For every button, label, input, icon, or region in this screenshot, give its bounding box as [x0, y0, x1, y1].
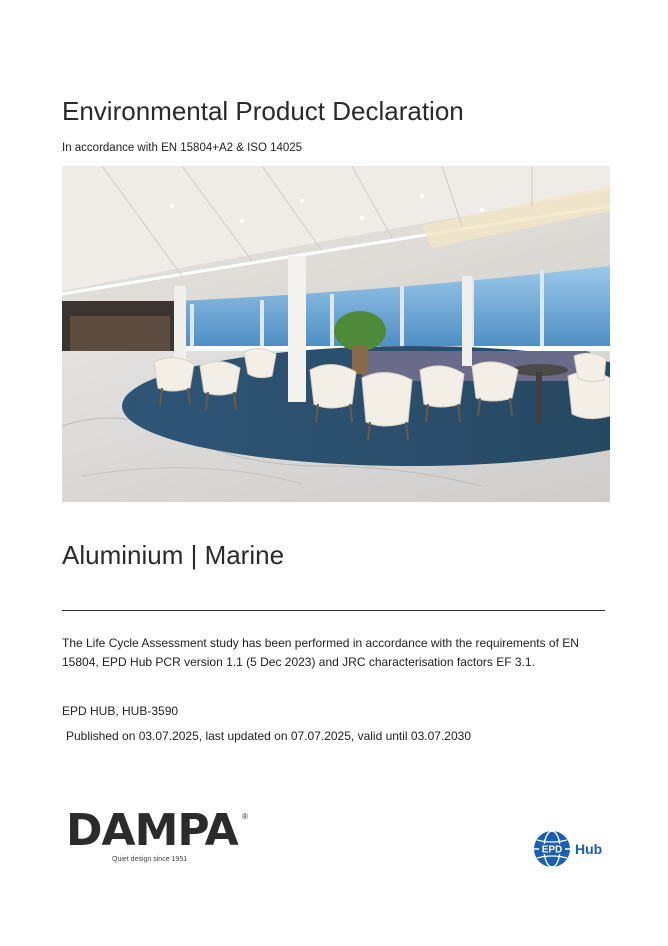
product-name: Aluminium | Marine	[62, 540, 285, 570]
epd-registration-number: EPD HUB, HUB-3590	[62, 704, 179, 718]
epd-badge-text: EPD	[541, 844, 563, 856]
epd-hub-logo	[532, 826, 612, 872]
lca-statement: The Life Cycle Assessment study has been performed in accordance with the requirements of EN 15804, EPD Hub PCR version 1.1 (5 Dec 2023) and JRC characterisation factors EF 3.1.	[62, 636, 579, 669]
standards-subtitle: In accordance with EN 15804+A2 & ISO 14025	[62, 142, 303, 154]
globe-icon	[532, 829, 572, 869]
hub-wordmark: Hub	[575, 841, 603, 857]
registered-mark: ®	[242, 812, 248, 821]
cover-photo	[62, 166, 610, 502]
publication-dates: Published on 03.07.2025, last updated on 07.07.2025, valid until 03.07.2030	[66, 729, 471, 743]
dampa-wordmark: DAMPA	[66, 805, 238, 856]
divider	[62, 610, 605, 611]
document-title: Environmental Product Declaration	[62, 96, 464, 126]
dampa-logo	[66, 806, 256, 870]
dampa-tagline: Quiet design since 1951	[112, 856, 188, 863]
